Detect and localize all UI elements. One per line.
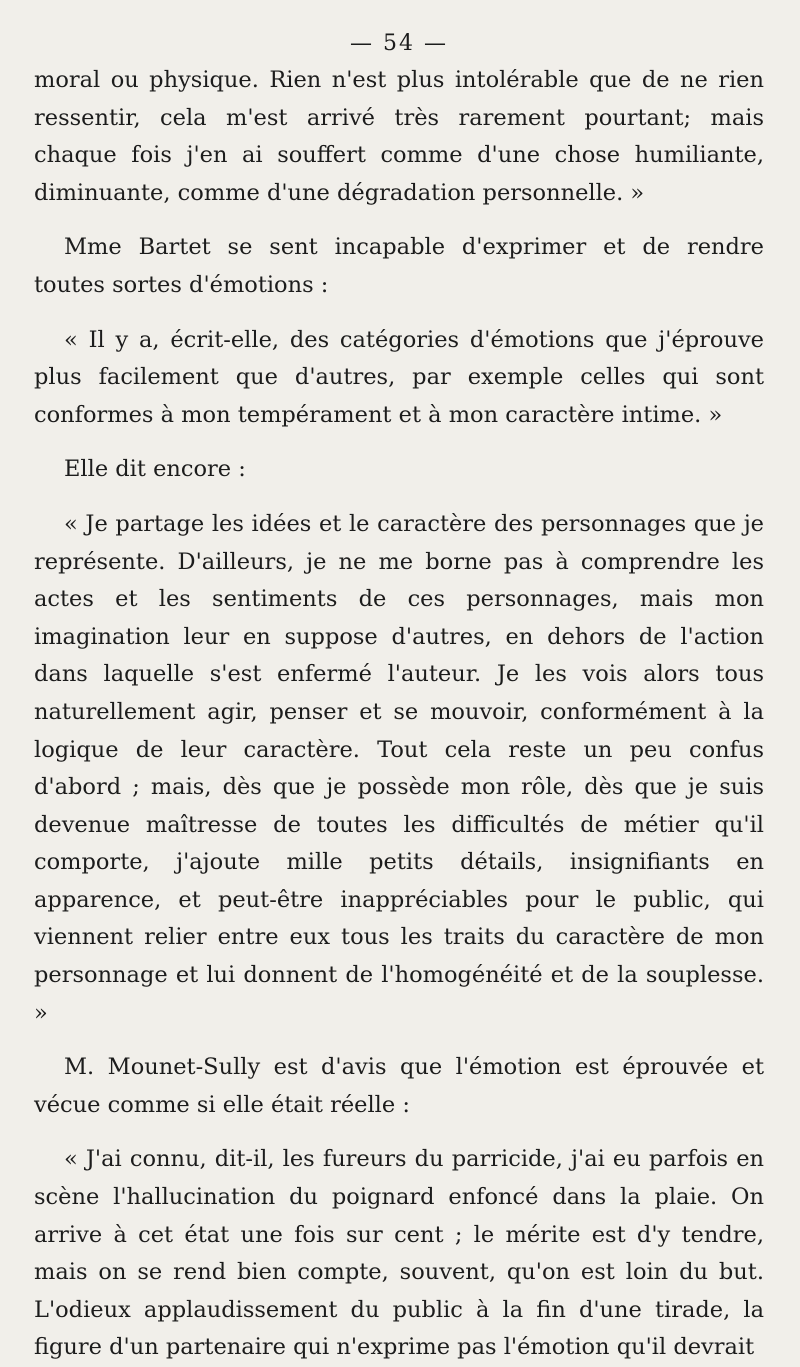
paragraph-mounet-sully-intro: M. Mounet-Sully est d'avis que l'émotion est éprouvée et vécue comme si elle était réelle :	[34, 1054, 764, 1118]
quote-mounet-sully: « J'ai connu, dit-il, les fureurs du parricide, j'ai eu parfois en scène l'hallucination du poignard enfoncé dans la plaie. On arrive à cet état une fois sur cent ; le mérite est d'y tendre, mais on se rend bien compte, souvent, qu'on est loin du but. L'odieux applaudissement du public à la fin d'une tirade, la figure d'un partenaire qui n'exprime pas l'émotion qu'il devrait	[34, 1146, 764, 1361]
quote-bartet-1: « Il y a, écrit-elle, des catégories d'émotions que j'éprouve plus facilement que d'autres, par exemple celles qui sont conformes à mon tempérament et à mon caractère intime. »	[34, 326, 764, 428]
paragraph-gap	[34, 212, 764, 229]
quote-bartet-2: « Je partage les idées et le caractère des personnages que je représente. D'ailleurs, je ne me borne pas à comprendre les actes et les sentiments de ces personnages, mais mon imagination leur en suppose d'autres, en dehors de l'action dans laquelle s'est enfermé l'auteur. Je les vois alors tous naturellement agir, penser et se mouvoir, conformément à la logique de leur caractère. Tout cela reste un peu confus d'abord ; mais, dès que je possède mon rôle, dès que je suis devenue maîtresse de toutes les difficultés de métier qu'il comporte, j'ajoute mille petits détails, insignifiants en apparence, et peut-être inappréciables pour le public, qui viennent relier entre eux tous les traits du caractère de mon personnage et lui donnent de l'homogénéité et de la souplesse. »	[34, 510, 764, 1026]
paragraph-gap	[34, 489, 764, 506]
paragraph-gap	[34, 1124, 764, 1141]
paragraph-elle-dit: Elle dit encore :	[64, 456, 246, 483]
paragraph-bartet-intro: Mme Bartet se sent incapable d'exprimer et de rendre toutes sortes d'émotions :	[34, 234, 764, 298]
page-number: — 54 —	[350, 31, 448, 56]
paragraph-gap	[34, 305, 764, 322]
paragraph-gap	[34, 1032, 764, 1049]
paragraph-gap	[34, 434, 764, 451]
paragraph-continuation: moral ou physique. Rien n'est plus intolérable que de ne rien ressentir, cela m'est arrivé très rarement pourtant; mais chaque fois j'en ai souffert comme d'une chose humiliante, diminuante, comme d'une dégradation personnelle. »	[34, 67, 764, 206]
